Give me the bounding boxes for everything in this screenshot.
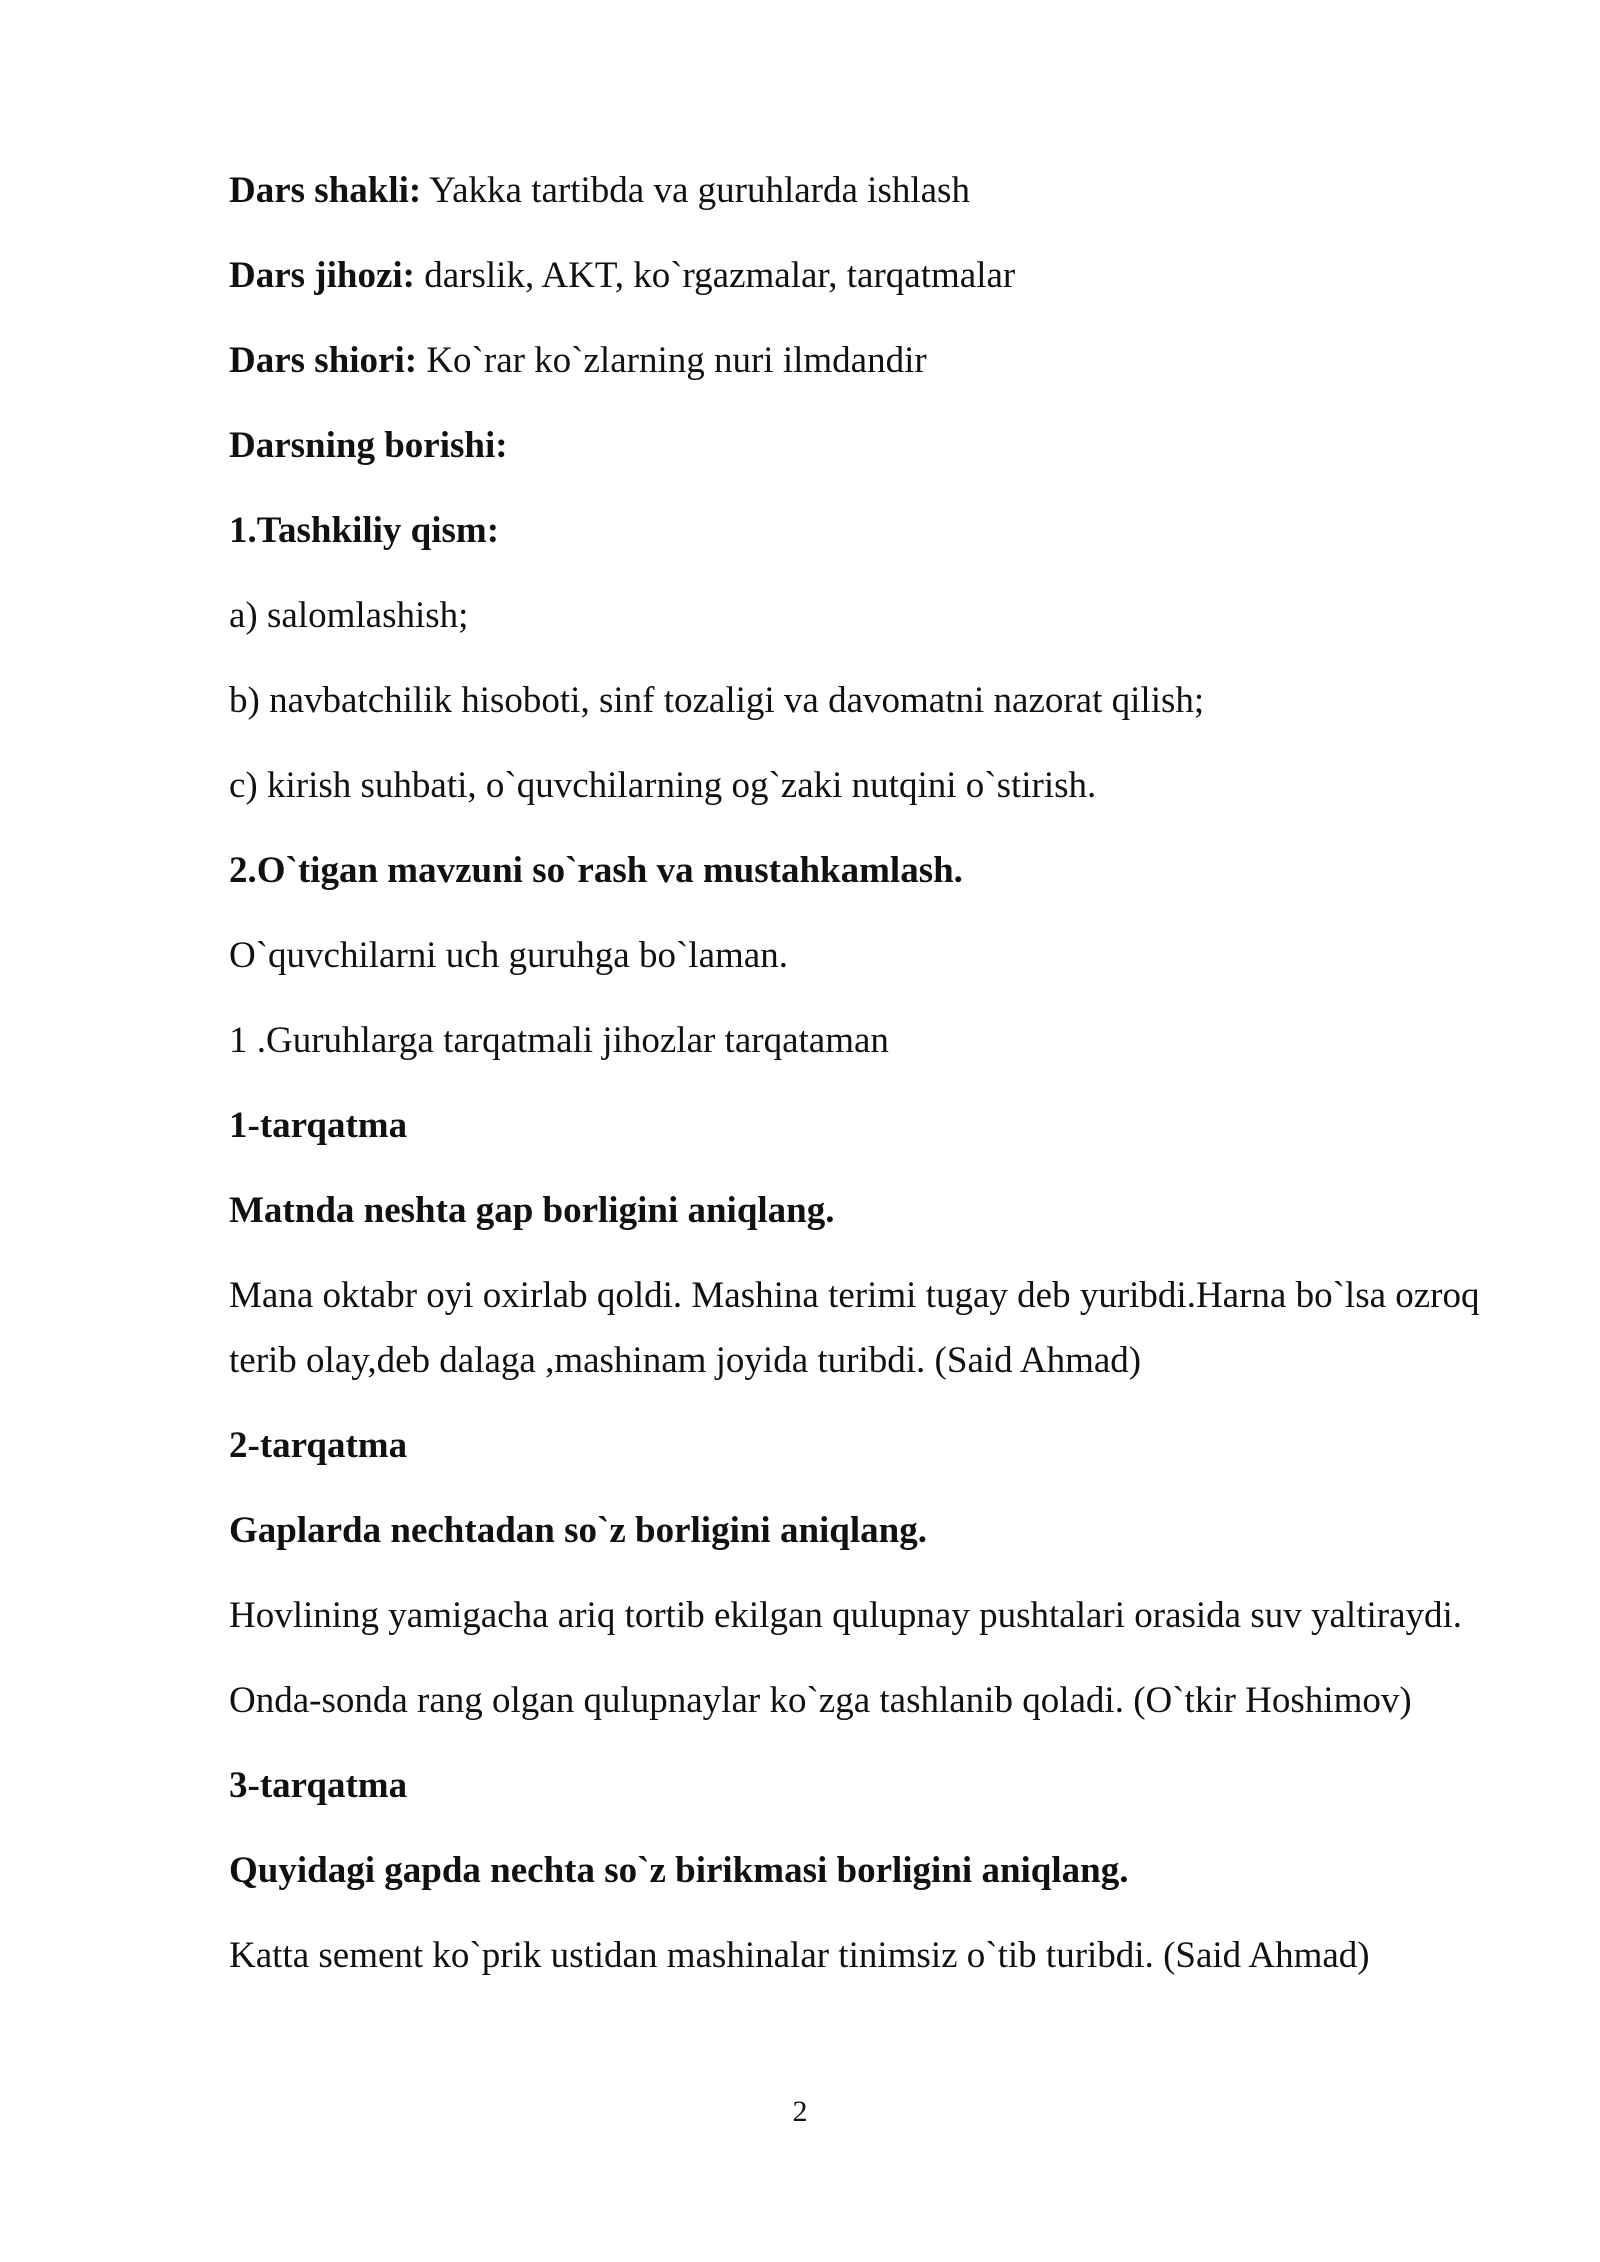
- list-item: c) kirish suhbati, o`quvchilarning og`zaki nutqini o`stirish.: [229, 765, 1097, 806]
- lesson-equipment-value: darslik, AKT, ko`rgazmalar, tarqatmalar: [415, 255, 1016, 296]
- list-item: a) salomlashish;: [229, 595, 469, 636]
- handout-2-text-line: Onda-sonda rang olgan qulupnaylar ko`zga tashlanib qoladi. (O`tkir Hoshimov): [229, 1680, 1412, 1721]
- lesson-form-label: Dars shakli:: [229, 170, 422, 211]
- section-review-instruction: 1 .Guruhlarga tarqatmali jihozlar tarqataman: [229, 1020, 889, 1061]
- section-organizational-heading: 1.Tashkiliy qism:: [229, 510, 500, 551]
- lesson-motto-label: Dars shiori:: [229, 340, 418, 381]
- lesson-motto-value: Ko`rar ko`zlarning nuri ilmdandir: [417, 340, 927, 381]
- lesson-form-line: [229, 148, 1499, 233]
- handout-1-text: Mana oktabr oyi oxirlab qoldi. Mashina terimi tugay deb yuribdi.Harna bo`lsa ozroq terib olay,deb dalaga ,mashinam joyida turibdi. (Said Ahmad): [229, 1275, 1480, 1381]
- list-item: b) navbatchilik hisoboti, sinf tozaligi va davomatni nazorat qilish;: [229, 680, 1205, 721]
- lesson-equipment-label: Dars jihozi:: [229, 255, 415, 296]
- page-content: [229, 148, 1499, 1998]
- section-review-intro: O`quvchilarni uch guruhga bo`laman.: [229, 935, 788, 976]
- lesson-form-value: Yakka tartibda va guruhlarda ishlash: [421, 170, 970, 211]
- handout-2-title: 2-tarqatma: [229, 1425, 408, 1466]
- handout-1-task: Matnda neshta gap borligini aniqlang.: [229, 1190, 835, 1231]
- page-number: 2: [792, 2095, 808, 2128]
- section-review-heading: 2.O`tigan mavzuni so`rash va mustahkamlash.: [229, 850, 963, 891]
- handout-2-task: Gaplarda nechtadan so`z borligini aniqlang.: [229, 1510, 927, 1551]
- handout-3-title: 3-tarqatma: [229, 1765, 408, 1806]
- lesson-motto-line: [229, 318, 1499, 403]
- lesson-equipment-line: [229, 233, 1499, 318]
- handout-2-text-line: Hovlining yamigacha ariq tortib ekilgan qulupnay pushtalari orasida suv yaltiraydi.: [229, 1595, 1463, 1636]
- lesson-procedure-heading: Darsning borishi:: [229, 425, 508, 466]
- handout-3-task: Quyidagi gapda nechta so`z birikmasi borligini aniqlang.: [229, 1850, 1129, 1891]
- handout-3-text: Katta sement ko`prik ustidan mashinalar tinimsiz o`tib turibdi. (Said Ahmad): [229, 1935, 1370, 1976]
- handout-1-title: 1-tarqatma: [229, 1105, 408, 1146]
